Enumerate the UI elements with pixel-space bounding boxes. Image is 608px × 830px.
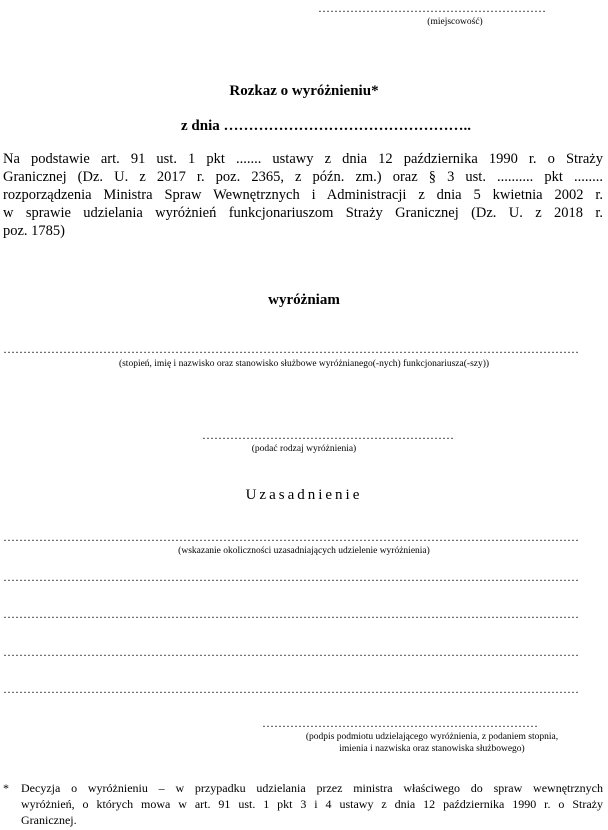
footnote-marker: * (3, 781, 9, 795)
legal-basis-line-3: rozporządzenia Ministra Spraw Wewnętrznych i Administracji z dnia 5 kwietnia 2002 r. (3, 187, 603, 203)
date-dots: ………………………………………….. (223, 118, 472, 134)
place-dots: ………………………………………………… (318, 1, 546, 15)
justification-dots-5: ……………………………………………………………………………………………………………………………… (3, 682, 579, 696)
justification-dots-1: ……………………………………………………………………………………………………………………………… (3, 530, 579, 544)
legal-basis-line-5: poz. 1785) (3, 223, 66, 239)
footnote-line-2: wyróżnień, o których mowa w art. 91 ust. 1 pkt 3 i 4 ustawy z dnia 12 października 1990 r. o Straży (21, 797, 603, 811)
date-prefix: z dnia (181, 118, 220, 134)
date-line (181, 117, 471, 135)
recipient-label: (stopień, imię i nazwisko oraz stanowisko służbowe wyróżnianego(-nych) funkcjonariusza(-szy)) (118, 359, 490, 369)
footnote-line-3: Granicznej. (21, 813, 77, 827)
justification-dots-4: ……………………………………………………………………………………………………………………………… (3, 645, 579, 659)
award-type-label: (podać rodzaj wyróżnienia) (251, 444, 357, 454)
signature-label-line-2: imienia i nazwiska oraz stanowiska służbowego) (339, 744, 525, 754)
legal-basis-line-1: Na podstawie art. 91 ust. 1 pkt ....... ustawy z dnia 12 października 1990 r. o Straży (3, 151, 603, 167)
justification-dots-2: ……………………………………………………………………………………………………………………………… (3, 570, 579, 584)
justification-heading: Uzasadnienie (245, 487, 363, 503)
signature-label-line-1: (podpis podmiotu udzielającego wyróżnienia, z podaniem stopnia, (305, 732, 559, 742)
justification-dots-3: ……………………………………………………………………………………………………………………………… (3, 607, 579, 621)
footnote-line-1: Decyzja o wyróżnieniu – w przypadku udzielania przez ministra właściwego do spraw wewnętrznych (21, 781, 603, 795)
recipient-dots: ……………………………………………………………………………………………………………………………… (3, 342, 579, 356)
award-heading: wyróżniam (268, 292, 340, 308)
legal-basis-line-2: Granicznej (Dz. U. z 2017 r. poz. 2365, z późn. zm.) oraz § 3 ust. .......... pkt ........ (3, 169, 603, 185)
award-type-dots: ……………………………………………………… (202, 428, 454, 442)
legal-basis-line-4: w sprawie udzielania wyróżnień funkcjonariuszom Straży Granicznej (Dz. U. z 2018 r. (3, 205, 603, 221)
document-title: Rozkaz o wyróżnieniu* (229, 83, 379, 99)
circumstances-label: (wskazanie okoliczności uzasadniających udzielenie wyróżnienia) (178, 546, 430, 556)
place-label: (miejscowość) (427, 17, 483, 27)
signature-dots: …………………………………………………………… (262, 716, 538, 730)
